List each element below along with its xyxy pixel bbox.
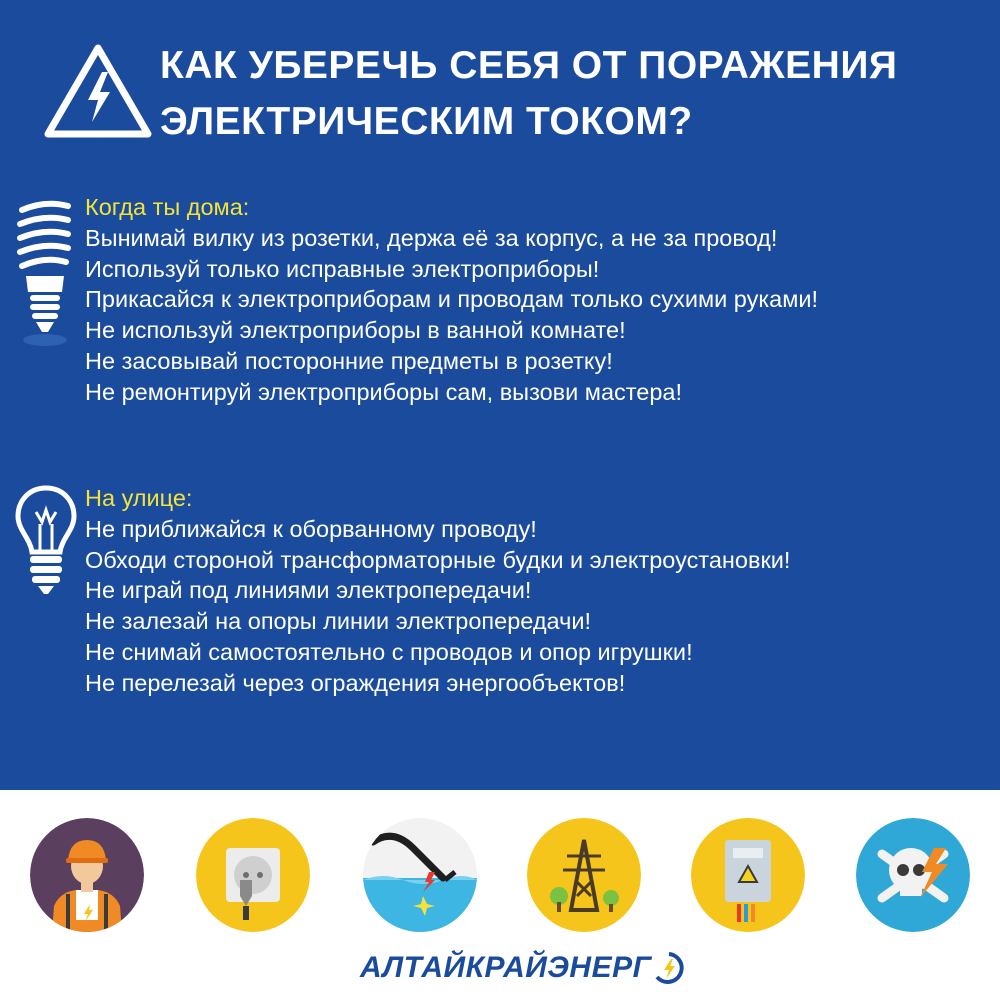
street-heading: На улице:: [85, 485, 193, 511]
power-tower-icon: [527, 818, 641, 932]
home-heading: Когда ты дома:: [85, 194, 250, 220]
electrical-cabinet-icon: [691, 818, 805, 932]
page-title: [160, 38, 990, 150]
broken-wire-water-icon: [363, 818, 477, 932]
street-item: Не приближайся к оборванному проводу!: [85, 515, 537, 542]
home-item: Используй только исправные электроприборы!: [85, 255, 600, 282]
home-item: Не ремонтируй электроприборы сам, вызови мастера!: [85, 378, 683, 405]
title-line-2: ЭЛЕКТРИЧЕСКИМ ТОКОМ?: [160, 100, 693, 143]
skull-lightning-icon: [856, 818, 970, 932]
home-item: Прикасайся к электроприборам и проводам только сухими руками!: [85, 286, 819, 313]
home-item: Не используй электроприборы в ванной комнате!: [85, 317, 626, 344]
street-item: Не играй под линиями электропередачи!: [85, 577, 532, 604]
light-bulb-icon: [12, 482, 80, 597]
home-item: Вынимай вилку из розетки, держа её за корпус, а не за провод!: [85, 224, 778, 251]
socket-plug-icon: [196, 818, 310, 932]
street-item: Не залезай на опоры линии электропередачи!: [85, 608, 591, 635]
street-item: Обходи стороной трансформаторные будки и электроустановки!: [85, 546, 791, 573]
home-item: Не засовывай посторонние предметы в розетку!: [85, 347, 613, 374]
electrician-icon: [30, 818, 144, 932]
street-item: Не перелезай через ограждения энергообъектов!: [85, 669, 626, 696]
title-line-1: КАК УБЕРЕЧЬ СЕБЯ ОТ ПОРАЖЕНИЯ: [160, 44, 898, 87]
logo-text: АЛТАЙКРАЙЭНЕРГ: [360, 951, 652, 984]
street-section: [85, 483, 790, 699]
icon-row: [0, 818, 1000, 938]
logo-lightning-icon: [652, 951, 686, 985]
warning-triangle-icon: [42, 42, 154, 140]
company-logo: [360, 948, 686, 988]
home-section: [85, 192, 818, 408]
energy-saving-lamp-icon: [10, 192, 80, 352]
street-item: Не снимай самостоятельно с проводов и опор игрушки!: [85, 638, 693, 665]
